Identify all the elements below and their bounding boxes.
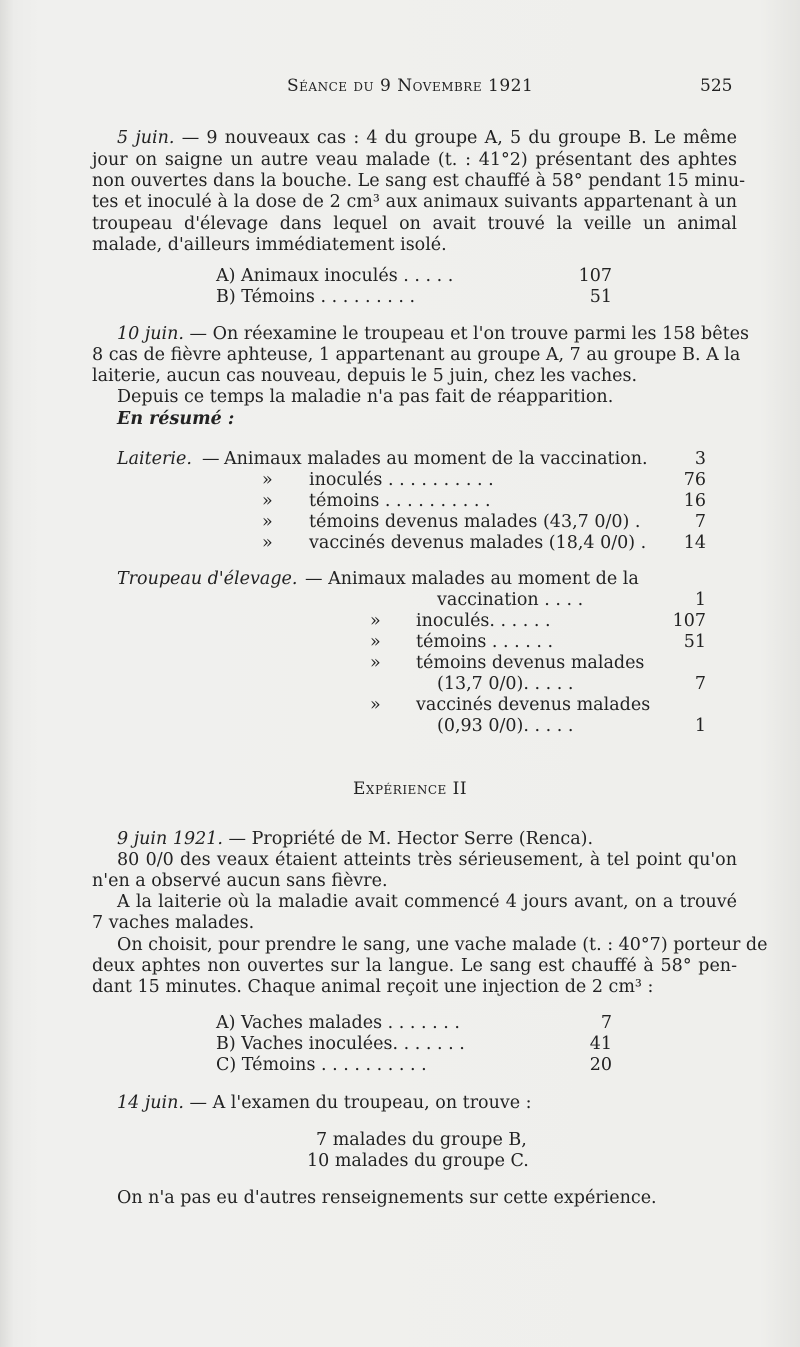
laiterie-row-text: témoins devenus malades (43,7 0/0) . xyxy=(309,512,641,532)
paragraph-line: n'en a observé aucun sans fièvre. xyxy=(92,871,388,891)
laiterie-mark: » xyxy=(262,533,273,553)
list-item-value: 51 xyxy=(589,287,612,307)
summary-heading: En résumé : xyxy=(117,409,235,429)
laiterie-row-value: 16 xyxy=(683,491,706,511)
paragraph-5-juin-first-line xyxy=(117,128,737,149)
paragraph-text: — Propriété de M. Hector Serre (Renca). xyxy=(228,829,594,849)
troupeau-row-value: 51 xyxy=(683,632,706,652)
troupeau-row-text: témoins . . . . . . xyxy=(416,632,554,652)
paragraph-line: 8 cas de fièvre aphteuse, 1 appartenant au groupe A, 7 au groupe B. A la xyxy=(92,345,741,365)
troupeau-mark: » xyxy=(370,632,381,652)
paragraph-line: non ouvertes dans la bouche. Le sang est chauffé à 58° pendant 15 minu- xyxy=(92,171,746,191)
paragraph-text: — 9 nouveaux cas : 4 du groupe A, 5 du groupe B. Le même xyxy=(181,128,737,148)
laiterie-row-value: 3 xyxy=(694,449,706,469)
troupeau-row-text-cont: (13,7 0/0). . . . . xyxy=(437,674,574,694)
list-item-value: 20 xyxy=(589,1055,612,1075)
running-header-title: Séance du 9 Novembre 1921 xyxy=(287,76,534,96)
laiterie-row-text: Animaux malades au moment de la vaccination. xyxy=(224,449,648,469)
paragraph-line: jour on saigne un autre veau malade (t. : 41°2) présentant des aphtes xyxy=(92,150,737,170)
section2-first-line xyxy=(117,829,593,850)
paragraph-line: On choisit, pour prendre le sang, une vache malade (t. : 40°7) porteur de xyxy=(117,935,768,955)
paragraph-10-juin-first-line xyxy=(117,324,749,345)
paragraph-line: Depuis ce temps la maladie n'a pas fait de réapparition. xyxy=(117,387,614,407)
list-item-label: A) Animaux inoculés . . . . . xyxy=(216,266,454,286)
troupeau-intro-cont: vaccination . . . . xyxy=(437,590,584,610)
list-item-label: C) Témoins . . . . . . . . . . xyxy=(216,1055,427,1075)
paragraph-line: malade, d'ailleurs immédiatement isolé. xyxy=(92,235,447,255)
laiterie-row-value: 76 xyxy=(683,470,706,490)
paragraph-14-juin xyxy=(117,1093,532,1114)
troupeau-row-value: 107 xyxy=(672,611,706,631)
list-item-value: 107 xyxy=(578,266,612,286)
laiterie-row-value: 7 xyxy=(694,512,706,532)
closing-sentence: On n'a pas eu d'autres renseignements sur cette expérience. xyxy=(117,1188,657,1208)
paragraph-line: 80 0/0 des veaux étaient atteints très sérieusement, à tel point qu'on xyxy=(117,850,737,870)
laiterie-row-text: témoins . . . . . . . . . . xyxy=(309,491,491,511)
laiterie-label: Laiterie. xyxy=(117,449,192,469)
troupeau-mark: » xyxy=(370,695,381,715)
paragraph-line: 7 vaches malades. xyxy=(92,913,255,933)
date-9-juin-1921: 9 juin 1921. xyxy=(117,829,223,849)
list-item-value: 7 xyxy=(600,1013,612,1033)
paragraph-line: A la laiterie où la maladie avait commencé 4 jours avant, on a trouvé xyxy=(117,892,737,912)
result-line: 7 malades du groupe B, xyxy=(316,1130,527,1150)
laiterie-mark: » xyxy=(262,470,273,490)
paragraph-line: tes et inoculé à la dose de 2 cm³ aux animaux suivants appartenant à un xyxy=(92,192,737,212)
laiterie-row-value: 14 xyxy=(683,533,706,553)
list-item-value: 41 xyxy=(589,1034,612,1054)
paragraph-line: troupeau d'élevage dans lequel on avait trouvé la veille un animal xyxy=(92,214,737,234)
troupeau-intro: — Animaux malades au moment de la xyxy=(305,569,639,589)
list-item-label: A) Vaches malades . . . . . . . xyxy=(216,1013,460,1033)
paragraph-text: — A l'examen du troupeau, on trouve : xyxy=(189,1093,532,1113)
laiterie-row-text: vaccinés devenus malades (18,4 0/0) . xyxy=(309,533,647,553)
troupeau-row-value: 1 xyxy=(694,716,706,736)
troupeau-mark: » xyxy=(370,611,381,631)
troupeau-mark: » xyxy=(370,653,381,673)
troupeau-label: Troupeau d'élevage. xyxy=(117,569,298,589)
list-item-label: B) Témoins . . . . . . . . . xyxy=(216,287,416,307)
laiterie-mark: — xyxy=(202,449,220,469)
date-10-juin: 10 juin. xyxy=(117,324,184,344)
paragraph-text: — On réexamine le troupeau et l'on trouve parmi les 158 bêtes xyxy=(189,324,749,344)
laiterie-mark: » xyxy=(262,512,273,532)
troupeau-row-text: inoculés. . . . . . xyxy=(416,611,551,631)
troupeau-row-text-cont: (0,93 0/0). . . . . xyxy=(437,716,574,736)
troupeau-row-text: témoins devenus malades xyxy=(416,653,645,673)
paragraph-line: dant 15 minutes. Chaque animal reçoit une injection de 2 cm³ : xyxy=(92,977,654,997)
date-14-juin: 14 juin. xyxy=(117,1093,184,1113)
laiterie-row-text: inoculés . . . . . . . . . . xyxy=(309,470,494,490)
troupeau-row-value: 1 xyxy=(694,590,706,610)
paragraph-line: laiterie, aucun cas nouveau, depuis le 5 juin, chez les vaches. xyxy=(92,366,638,386)
result-line: 10 malades du groupe C. xyxy=(307,1151,529,1171)
troupeau-row-text: vaccinés devenus malades xyxy=(416,695,651,715)
section-title: Expérience II xyxy=(353,779,468,799)
page-number: 525 xyxy=(700,76,733,96)
date-5-juin: 5 juin. xyxy=(117,128,175,148)
laiterie-mark: » xyxy=(262,491,273,511)
troupeau-row-value: 7 xyxy=(694,674,706,694)
paragraph-line: deux aphtes non ouvertes sur la langue. Le sang est chauffé à 58° pen- xyxy=(92,956,737,976)
list-item-label: B) Vaches inoculées. . . . . . . xyxy=(216,1034,465,1054)
